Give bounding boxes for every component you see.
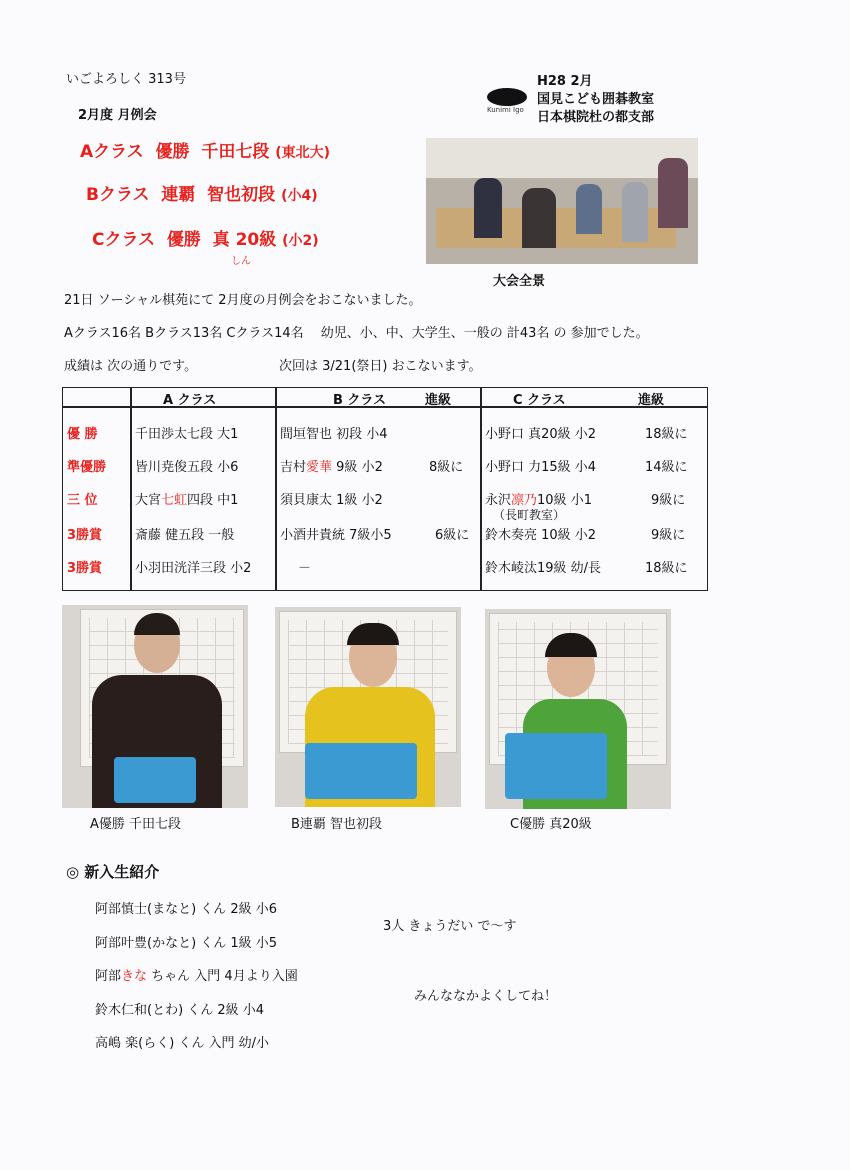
results-table (62, 387, 708, 591)
event-subtitle: 2月度 月例会 (78, 108, 157, 123)
org-branch: 日本棋院杜の都支部 (537, 110, 655, 125)
student-highlight: きな (121, 969, 148, 984)
header-b-promo: 進級 (425, 393, 452, 408)
issue-date: H28 2月 (537, 74, 593, 89)
caption-a: A優勝 千田七段 (90, 817, 182, 832)
table-cell-c-note: （長町教室） (493, 508, 566, 522)
rank-label: 準優勝 (67, 460, 107, 475)
logo-mark (487, 88, 527, 106)
table-cell-b: 間垣智也 初段 小4 (280, 427, 388, 442)
header-c-class: C クラス (513, 393, 566, 408)
table-cell-a-rest: 四段 中1 (187, 493, 239, 508)
student-surname: 阿部 (95, 969, 122, 984)
table-cell-b: － (298, 561, 312, 576)
table-cell-b-rest: 9級 小2 (332, 460, 383, 475)
table-divider (480, 388, 482, 590)
headline-b-award: 連覇 (161, 185, 196, 205)
header-b-class: B クラス (333, 393, 387, 408)
headline-a-award: 優勝 (155, 142, 190, 162)
table-cell-b: 小酒井貴統 7級小5 (280, 528, 392, 543)
rank-label: 3勝賞 (67, 561, 103, 576)
winner-photo-b (275, 607, 461, 807)
student-item: 阿部慎士(まなと) くん 2級 小6 (95, 902, 278, 917)
student-item: 高嶋 楽(らく) くん 入門 幼/小 (95, 1036, 270, 1051)
siblings-note: 3人 きょうだい で～す (383, 919, 517, 934)
headline-c-class: Cクラス (92, 230, 155, 250)
table-cell-c-promo: 14級に (645, 460, 688, 475)
header-c-promo: 進級 (638, 393, 665, 408)
rank-label: 優 勝 (67, 427, 98, 442)
logo-text: Kunimi Igo (487, 106, 524, 114)
body-line-3b: 次回は 3/21(祭日) おこないます。 (279, 359, 482, 374)
org-name: 国見こども囲碁教室 (537, 92, 655, 107)
friends-note: みんななかよくしてね！ (414, 989, 558, 1004)
headline-a-name: 千田七段 (201, 142, 270, 162)
headline-b (86, 180, 318, 205)
table-cell-c-promo: 18級に (645, 427, 688, 442)
table-divider (275, 388, 277, 590)
student-item: 阿部叶豊(かなと) くん 1級 小5 (95, 936, 278, 951)
winner-photo-a (62, 605, 248, 808)
table-cell-c-surname: 永沢 (485, 493, 512, 508)
table-cell-c-rest: 10級 小1 (537, 493, 592, 508)
table-cell-b-promo: 8級に (429, 460, 464, 475)
headline-a (80, 137, 330, 162)
body-line-3a: 成績は 次の通りです。 (64, 359, 198, 374)
student-item (95, 965, 298, 984)
caption-c: C優勝 真20級 (510, 817, 592, 832)
table-cell-a: 皆川尭俊五段 小6 (135, 460, 239, 475)
caption-b: B連覇 智也初段 (291, 817, 383, 832)
rank-label: 3勝賞 (67, 528, 103, 543)
body-line-1: 21日 ソーシャル棋苑にて 2月度の月例会をおこないました。 (64, 293, 422, 308)
table-cell-a-highlight: 七虹 (161, 493, 188, 508)
rank-label: 三 位 (67, 493, 98, 508)
table-cell-a: 斎藤 健五段 一般 (135, 528, 235, 543)
table-cell-c-highlight: 凛乃 (511, 493, 538, 508)
table-cell-a: 小羽田洸洋三段 小2 (135, 561, 252, 576)
table-cell-b-promo: 6級に (435, 528, 470, 543)
table-cell-b-highlight: 愛華 (306, 460, 333, 475)
table-cell-c: 小野口 真20級 小2 (485, 427, 597, 442)
issue-number: いごよろしく 313号 (66, 72, 186, 87)
table-cell-a: 千田渉太七段 大1 (135, 427, 239, 442)
body-line-2: Aクラス16名 Bクラス13名 Cクラス14名 幼児、小、中、大学生、一般の 計43名 の 参加でした。 (64, 326, 649, 341)
headline-c-note: (小2) (282, 233, 319, 249)
headline-c-award: 優勝 (166, 230, 201, 250)
logo (487, 88, 527, 114)
new-students-heading: ◎ 新入生紹介 (66, 863, 160, 881)
winner-photo-c (485, 609, 671, 809)
table-cell-c-promo: 9級に (651, 493, 686, 508)
headline-b-class: Bクラス (86, 185, 150, 205)
table-cell-c: 小野口 力15級 小4 (485, 460, 597, 475)
ruby-shin: しん (231, 256, 251, 267)
table-cell-b: 須貝康太 1級 小2 (280, 493, 383, 508)
headline-c (92, 225, 319, 250)
student-rest: ちゃん 入門 4月より入園 (147, 969, 298, 984)
headline-b-note: (小4) (281, 188, 318, 204)
table-divider (130, 388, 132, 590)
headline-c-name: 真 20級 (212, 230, 277, 250)
headline-a-class: Aクラス (80, 142, 144, 162)
table-cell-a-surname: 大宮 (135, 493, 162, 508)
table-cell-c-promo: 18級に (645, 561, 688, 576)
table-cell-b (280, 456, 383, 475)
overview-caption: 大会全景 (493, 274, 546, 289)
headline-b-name: 智也初段 (207, 185, 276, 205)
headline-a-note: (東北大) (275, 145, 331, 161)
table-cell-c: 鈴木奏亮 10級 小2 (485, 528, 597, 543)
event-overview-photo (426, 138, 698, 264)
student-item: 鈴木仁和(とわ) くん 2級 小4 (95, 1003, 265, 1018)
table-cell-c: 鈴木崚汰19級 幼/長 (485, 561, 602, 576)
table-cell-b-surname: 吉村 (280, 460, 307, 475)
header-a-class: A クラス (163, 393, 217, 408)
table-cell-a (135, 489, 238, 508)
table-cell-c-promo: 9級に (651, 528, 686, 543)
